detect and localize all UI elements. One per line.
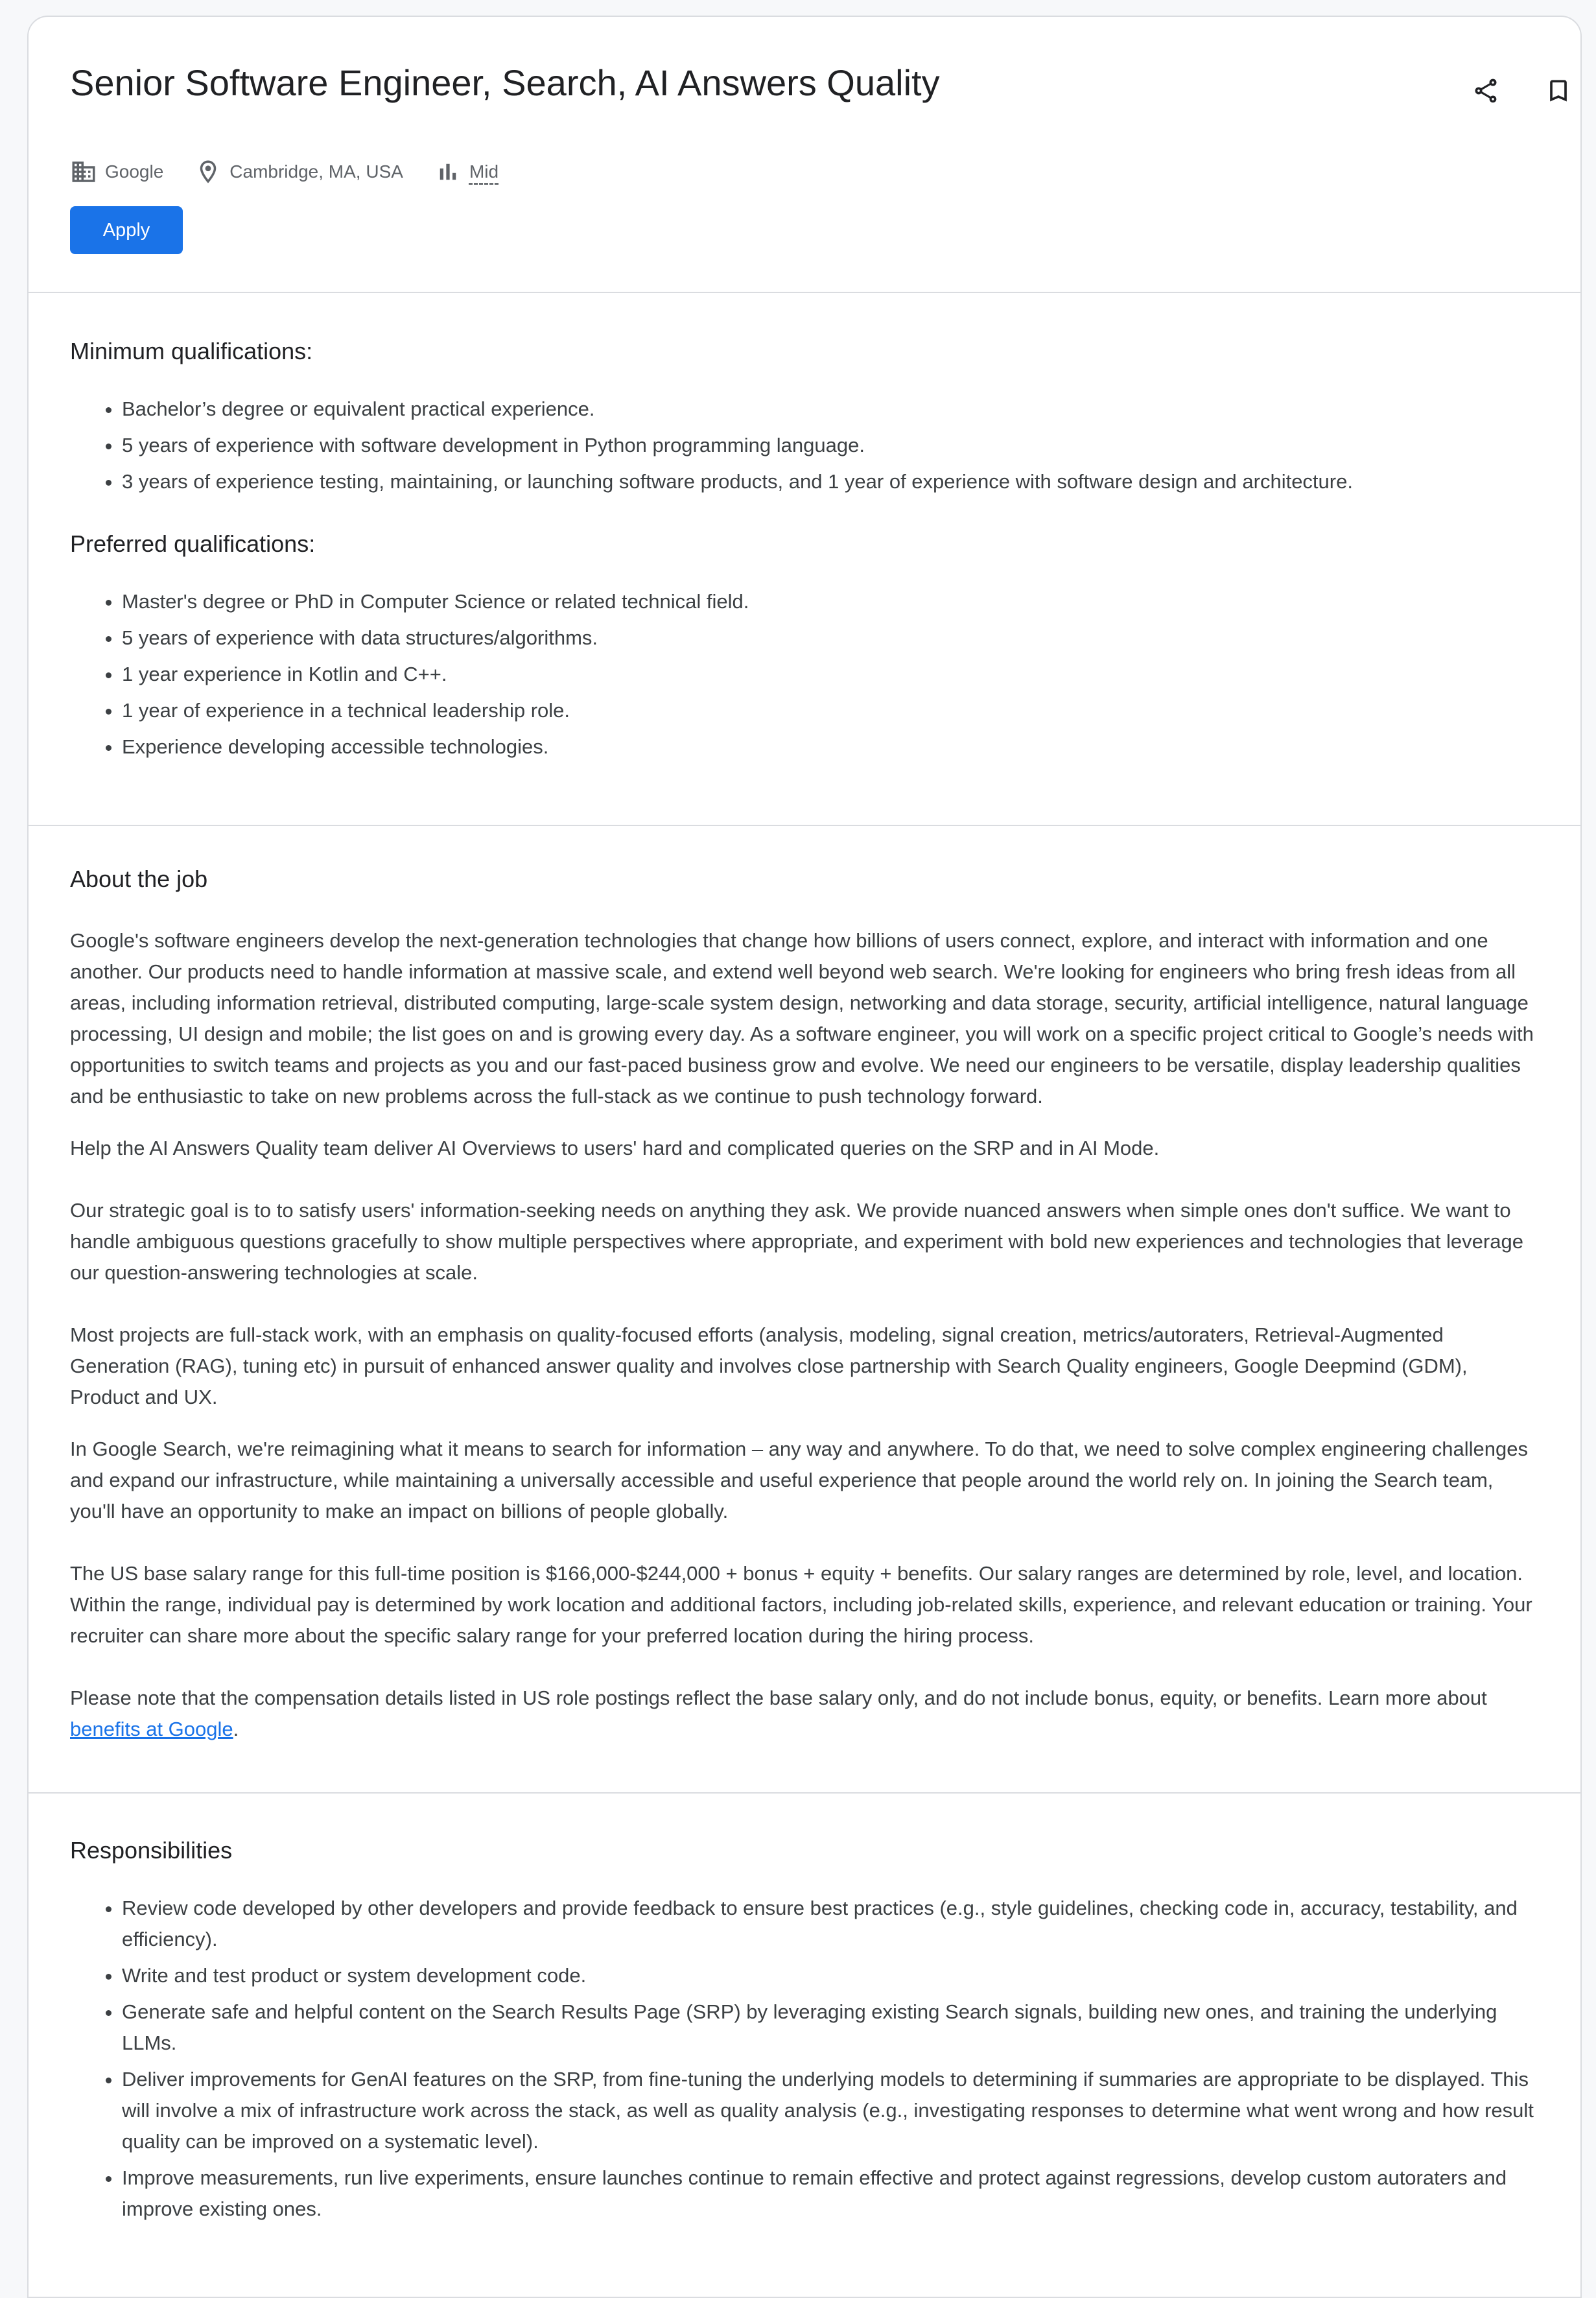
company-meta — [70, 158, 163, 185]
pref-qual-heading: Preferred qualifications: — [70, 530, 316, 558]
about-paragraph: Most projects are full-stack work, with an emphasis on quality-focused efforts (analysis, modeling, signal creation, metrics/autoraters, Retrieval-Augmented Generation (RAG), tuning etc) in pursuit of enhanced answer quality and involves close partnership with Search Quality engineers, Google Deepmind (GDM), Product and UX. — [70, 1323, 1468, 1409]
pref-qual-item: • Master's degree or PhD in Computer Science or related technical field. — [122, 586, 1539, 617]
min-qual-list — [70, 394, 1539, 497]
building-icon — [70, 158, 97, 185]
about-paragraph: Google's software engineers develop the next-generation technologies that change how billions of users connect, explore, and interact with information and one another. Our products need to handle information at massive scale, and extend well beyond web search. We're looking for engineers who bring fresh ideas from all areas, including information retrieval, distributed computing, large-scale system design, networking and data storage, security, artificial intelligence, natural language processing, UI design and mobile; the list goes on and is growing every day. As a software engineer, you will work on a specific project critical to Google’s needs with opportunities to switch teams and projects as you and our fast-paced business grow and evolve. We need our engineers to be versatile, display leadership qualities and be enthusiastic to take on new problems across the full-stack as we continue to push technology forward. — [70, 929, 1534, 1108]
responsibilities-section — [29, 1794, 1580, 2225]
job-title: Senior Software Engineer, Search, AI Answers Quality — [70, 62, 940, 103]
about-section — [29, 826, 1580, 1794]
about-paragraph: In Google Search, we're reimagining what it means to search for information – any way and anywhere. To do that, we need to solve complex engineering challenges and expand our infrastructure, while maintaining a universally accessible and useful experience that people around the world rely on. In joining the Search team, you'll have an opportunity to make an impact on billions of people globally. — [70, 1438, 1528, 1523]
min-qual-item: • Bachelor’s degree or equivalent practical experience. — [122, 394, 1539, 425]
level-meta — [434, 158, 499, 185]
pref-qual-item: • Experience developing accessible technologies. — [122, 731, 1539, 763]
share-icon[interactable] — [1460, 65, 1512, 117]
job-level[interactable]: Mid — [469, 161, 499, 182]
job-meta — [70, 158, 530, 185]
job-card — [27, 16, 1582, 2298]
about-paragraph: Our strategic goal is to to satisfy users' information-seeking needs on anything they ask. We provide nuanced answers when simple ones don't suffice. We want to handle ambiguous questions gracefully to show multiple perspectives where appropriate, and experiment with bold new experiences and technologies that leverage our question-answering technologies at scale. — [70, 1199, 1523, 1285]
responsibilities-heading: Responsibilities — [70, 1837, 233, 1864]
about-paragraph: Help the AI Answers Quality team deliver AI Overviews to users' hard and complicated queries on the SRP and in AI Mode. — [70, 1137, 1160, 1160]
min-qual-item: • 3 years of experience testing, maintaining, or launching software products, and 1 year of experience with software design and architecture. — [122, 466, 1539, 497]
compensation-note: Please note that the compensation details listed in US role postings reflect the base salary only, and do not include bonus, equity, or benefits. Learn more about — [70, 1687, 1487, 1710]
pref-qual-item: • 1 year of experience in a technical leadership role. — [122, 695, 1539, 726]
benefits-link[interactable]: benefits at Google — [70, 1718, 233, 1741]
about-paragraph: The US base salary range for this full-time position is $166,000-$244,000 + bonus + equity + benefits. Our salary ranges are determined by role, level, and location. Within the range, individual pay is determined by work location and additional factors, including job-related skills, experience, and relevant education or training. Your recruiter can share more about the specific salary range for your preferred location during the hiring process. — [70, 1562, 1532, 1648]
pref-qual-item: • 1 year experience in Kotlin and C++. — [122, 659, 1539, 690]
location-meta — [194, 158, 403, 185]
responsibility-item: • Write and test product or system development code. — [122, 1960, 1539, 1991]
responsibilities-list — [70, 1893, 1539, 2225]
about-paragraph — [70, 1683, 1539, 1745]
pref-qual-list — [70, 586, 1539, 763]
bar-chart-icon — [434, 158, 462, 185]
min-qual-heading: Minimum qualifications: — [70, 338, 313, 364]
location-pin-icon — [194, 158, 222, 185]
responsibility-item: • Improve measurements, run live experiments, ensure launches continue to remain effective and protect against regressions, develop custom autoraters and improve existing ones. — [122, 2162, 1539, 2225]
responsibility-item: • Deliver improvements for GenAI features on the SRP, from fine-tuning the underlying models to determining if summaries are appropriate to be displayed. This will involve a mix of infrastructure work across the stack, as well as quality analysis (e.g., investigating responses to determine what went wrong and how result quality can be improved on a systematic level). — [122, 2064, 1539, 2157]
bookmark-icon[interactable] — [1532, 65, 1584, 117]
job-location: Cambridge, MA, USA — [229, 161, 403, 182]
job-header — [29, 17, 1580, 293]
compensation-note-end: . — [233, 1718, 239, 1741]
company-name: Google — [105, 161, 164, 182]
qualifications-section — [29, 293, 1580, 826]
about-heading: About the job — [70, 866, 208, 892]
responsibility-item: • Generate safe and helpful content on the Search Results Page (SRP) by leveraging existing Search signals, building new ones, and training the underlying LLMs. — [122, 1996, 1539, 2059]
pref-qual-item: • 5 years of experience with data structures/algorithms. — [122, 622, 1539, 654]
apply-button[interactable]: Apply — [70, 206, 183, 254]
responsibility-item: • Review code developed by other developers and provide feedback to ensure best practices (e.g., style guidelines, checking code in, accuracy, testability, and efficiency). — [122, 1893, 1539, 1955]
min-qual-item: • 5 years of experience with software development in Python programming language. — [122, 430, 1539, 461]
